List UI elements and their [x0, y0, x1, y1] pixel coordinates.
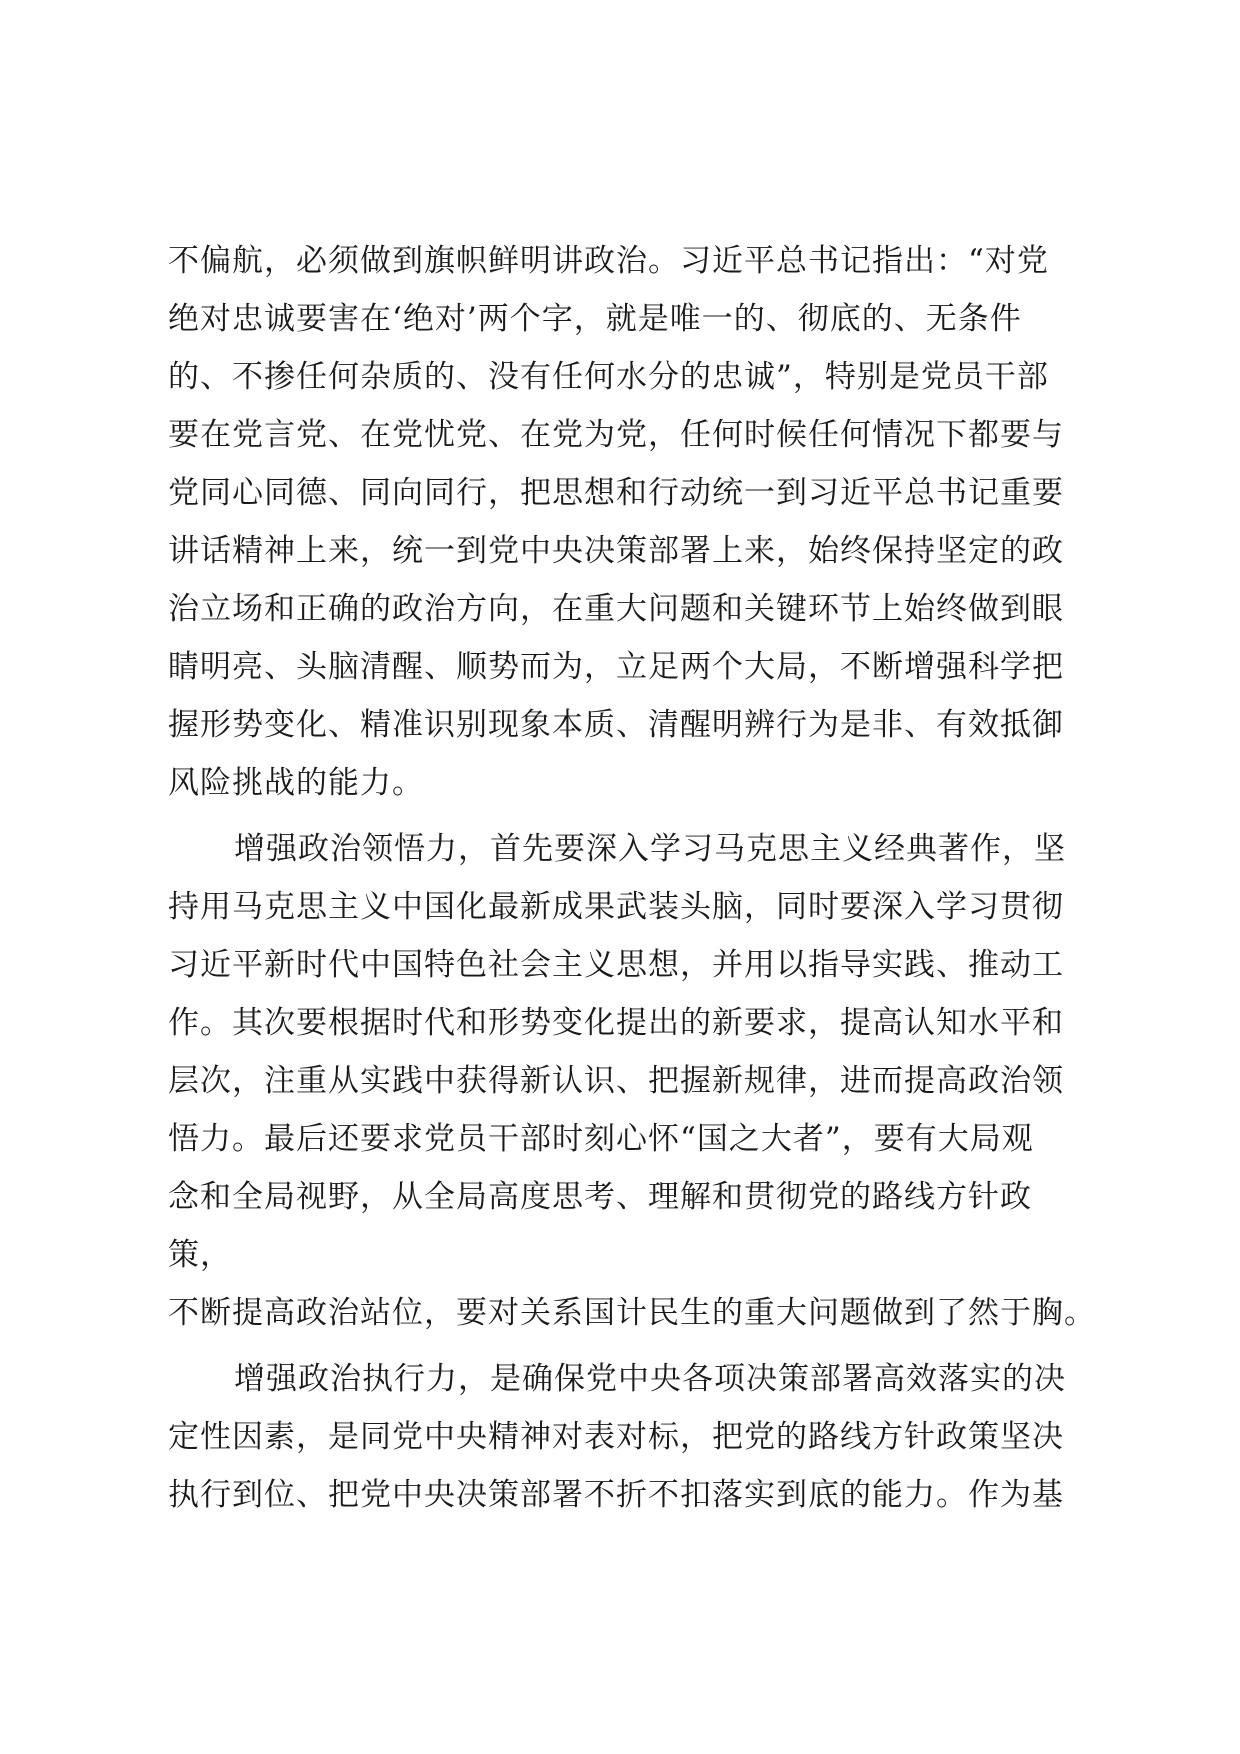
text-line: 悟力。最后还要求党员干部时刻心怀“国之大者”，要有大局观: [168, 1121, 1034, 1157]
text-line: 习近平新时代中国特色社会主义思想，并用以指导实践、推动工: [168, 947, 1064, 983]
paragraph-2: [168, 820, 1096, 1342]
paragraph-gap: [168, 1342, 1088, 1350]
text-line: 持用马克思主义中国化最新成果武装头脑，同时要深入学习贯彻: [168, 889, 1064, 925]
text-line: 定性因素，是同党中央精神对表对标，把党的路线方针政策坚决: [168, 1419, 1064, 1455]
text-line: 不偏航，必须做到旗帜鲜明讲政治。习近平总书记指出：“对党: [168, 243, 1049, 279]
text-line: 执行到位、把党中央决策部署不折不扣落实到底的能力。作为基: [168, 1477, 1064, 1513]
text-line: 不断提高政治站位，要对关系国计民生的重大问题做到了然于胸。: [168, 1295, 1096, 1331]
text-line: 睛明亮、头脑清醒、顺势而为，立足两个大局，不断增强科学把: [168, 649, 1064, 685]
text-line: 风险挑战的能力。: [168, 765, 424, 801]
body-text: [168, 232, 1096, 1524]
text-line: 的、不掺任何杂质的、没有任何水分的忠诚”，特别是党员干部: [168, 359, 1049, 395]
text-line: 增强政治执行力，是确保党中央各项决策部署高效落实的决: [234, 1361, 1066, 1397]
text-line: 绝对忠诚要害在‘绝对’两个字，就是唯一的、彻底的、无条件: [168, 301, 1022, 337]
text-line: 党同心同德、同向同行，把思想和行动统一到习近平总书记重要: [168, 475, 1064, 511]
paragraph-gap: [168, 812, 1088, 820]
paragraph-1: [168, 232, 1088, 812]
text-line: 讲话精神上来，统一到党中央决策部署上来，始终保持坚定的政: [168, 533, 1064, 569]
text-line: 作。其次要根据时代和形势变化提出的新要求，提高认知水平和: [168, 1005, 1064, 1041]
text-line: 握形势变化、精准识别现象本质、清醒明辨行为是非、有效抵御: [168, 707, 1064, 743]
paragraph-3: [168, 1350, 1088, 1524]
text-line: 念和全局视野，从全局高度思考、理解和贯彻党的路线方针政: [168, 1179, 1032, 1215]
text-line: 治立场和正确的政治方向，在重大问题和关键环节上始终做到眼: [168, 591, 1064, 627]
text-line: 策，: [168, 1237, 232, 1273]
text-line: 要在党言党、在党忧党、在党为党，任何时候任何情况下都要与: [168, 417, 1064, 453]
text-line: 增强政治领悟力，首先要深入学习马克思主义经典著作，坚: [234, 831, 1066, 867]
text-line: 层次，注重从实践中获得新认识、把握新规律，进而提高政治领: [168, 1063, 1064, 1099]
